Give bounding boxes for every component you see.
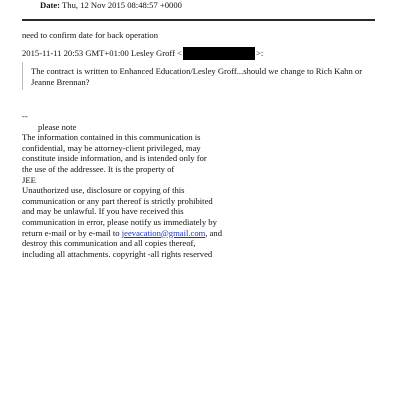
email-line-suffix: , and	[205, 227, 223, 238]
message-body: need to confirm date for back operation	[22, 30, 159, 40]
signature-line: communication in error, please notify us immediately by	[22, 216, 217, 227]
signature-line: the use of the addressee. It is the property of	[22, 163, 175, 174]
email-line-prefix: return e-mail or by e-mail to	[22, 227, 122, 238]
signature-line: constitute inside information, and is intended only for	[22, 153, 207, 164]
quoted-text: The contract is written to Enhanced Education/Lesley Groff...should we change to Rich Kahn or Jeanne Brennan?	[31, 66, 363, 87]
signature-line: confidential, may be attorney-client privileged, may	[22, 142, 201, 153]
signature-line: and may be unlawful. If you have received this	[22, 206, 184, 217]
header-divider	[22, 19, 375, 21]
signature-line: including all attachments. copyright -all rights reserved	[22, 248, 213, 259]
signature-line: destroy this communication and all copies thereof,	[22, 238, 196, 249]
attribution-suffix: >:	[255, 48, 264, 59]
signature-line: The information contained in this communication is	[22, 132, 201, 143]
signature-email-line	[22, 228, 282, 239]
signature-separator: --	[22, 111, 28, 121]
date-label: Date:	[40, 0, 61, 10]
signature-line: communication or any part thereof is strictly prohibited	[22, 195, 213, 206]
date-header	[40, 0, 182, 11]
email-link[interactable]: jeevacation@gmail.com	[121, 227, 206, 238]
redacted-email-block	[183, 47, 255, 60]
attribution-prefix: 2015-11-11 20:53 GMT+01:00 Lesley Groff <	[22, 48, 182, 59]
date-value: Thu, 12 Nov 2015 08:48:57 +0000	[62, 0, 182, 10]
signature-line: Unauthorized use, disclosure or copying of this	[22, 185, 185, 196]
quote-attribution	[22, 47, 263, 60]
quoted-block	[22, 62, 381, 90]
signature-line: JEE	[22, 174, 36, 185]
signature-line: please note	[38, 121, 77, 132]
email-signature	[22, 111, 282, 259]
